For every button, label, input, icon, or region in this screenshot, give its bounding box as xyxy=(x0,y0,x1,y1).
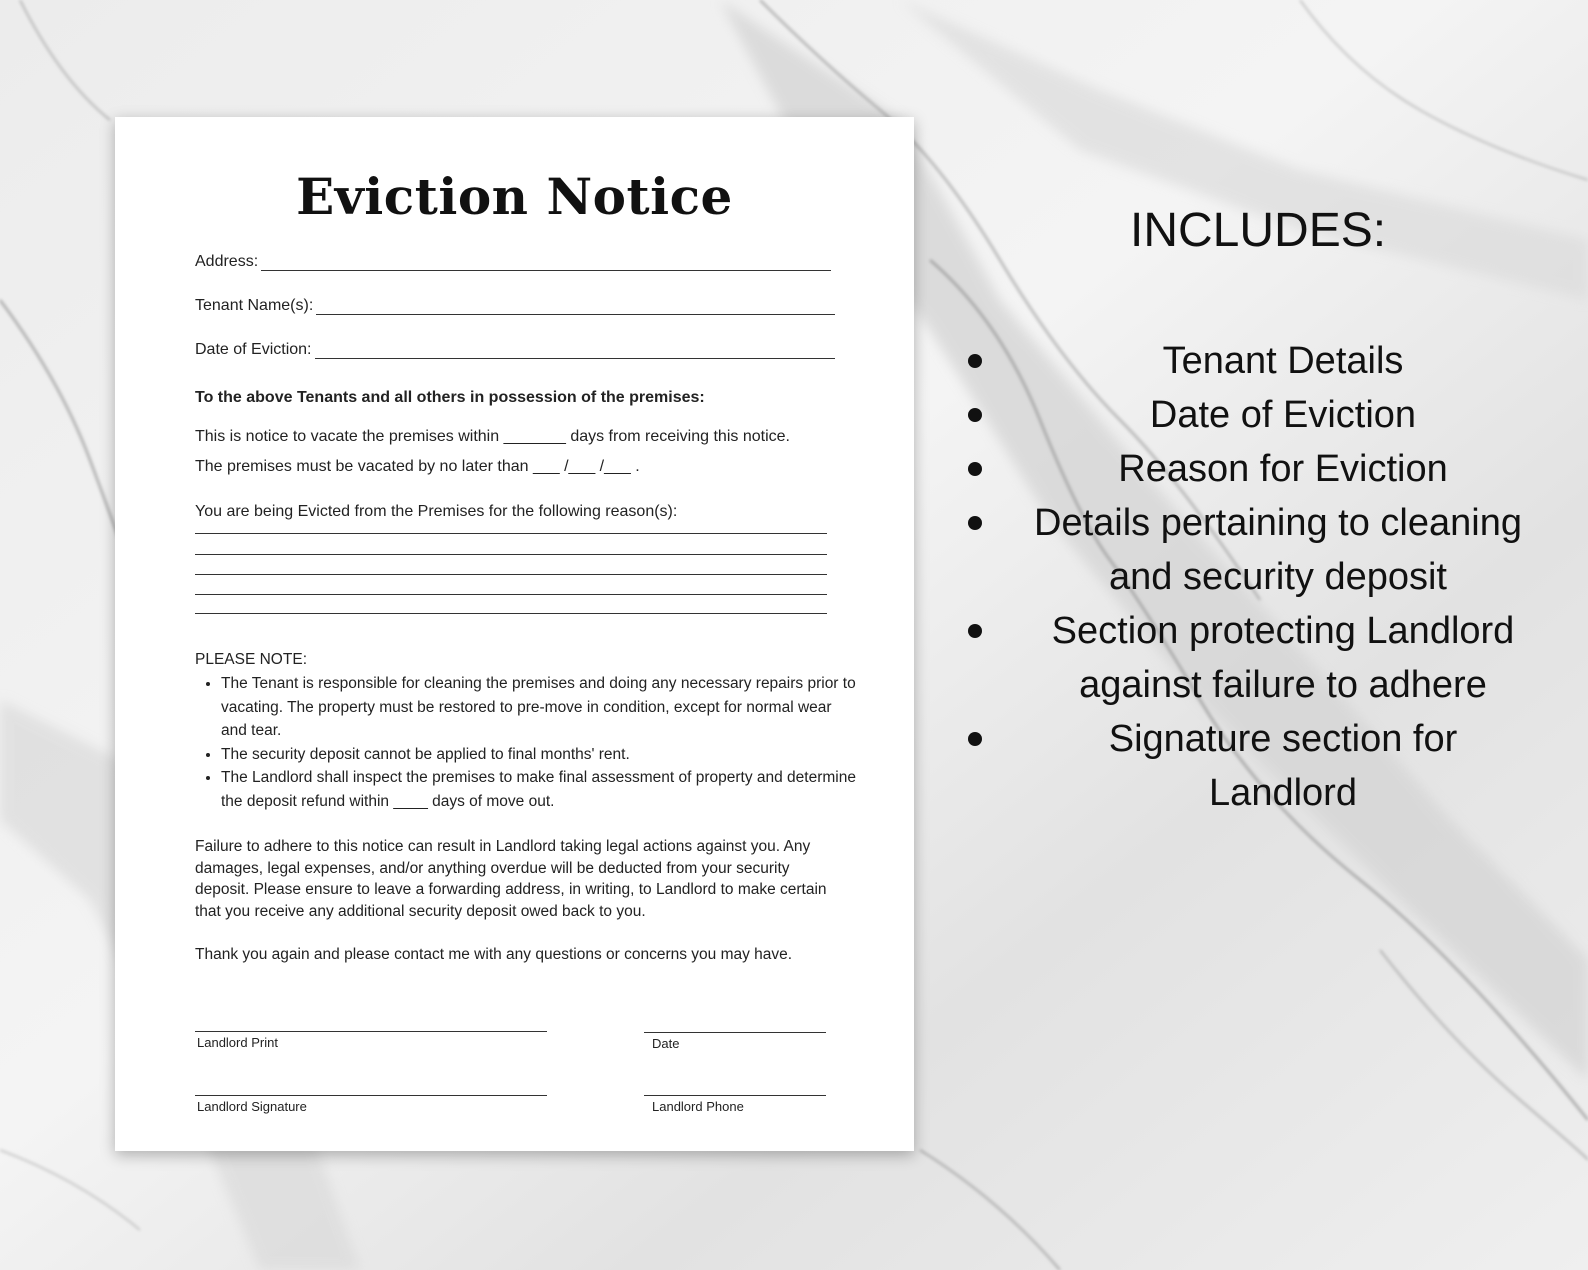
thanks-paragraph: Thank you again and please contact me with any questions or concerns you may have. xyxy=(195,946,793,963)
includes-item-text: Reason for Eviction xyxy=(1118,448,1448,490)
bullet-icon xyxy=(968,354,982,368)
note-item: • The security deposit cannot be applied to final months' rent. xyxy=(221,743,861,767)
address-blank-line xyxy=(261,256,831,271)
includes-list xyxy=(968,334,1568,820)
includes-item xyxy=(968,604,1568,712)
date-label: Date xyxy=(652,1036,680,1051)
includes-item xyxy=(968,496,1568,604)
landlord-print-line xyxy=(195,1031,547,1032)
notes-list xyxy=(195,672,861,813)
bullet-icon xyxy=(968,732,982,746)
reason-blank-line xyxy=(195,613,827,614)
date-of-eviction-label: Date of Eviction: xyxy=(195,341,312,358)
failure-paragraph: Failure to adhere to this notice can result in Landlord taking legal actions against you. Any damages, legal expenses, and/or anything overdue will be deducted from your security deposit. Please ensure to leave a forwarding address, in writing, to Landlord to make certain that you receive any additional security deposit owed back to you. xyxy=(195,838,827,920)
document-title: Eviction Notice xyxy=(296,167,733,226)
landlord-phone-line xyxy=(644,1095,826,1096)
includes-item xyxy=(968,442,1568,496)
please-note-text: PLEASE NOTE xyxy=(195,651,303,668)
landlord-print-label: Landlord Print xyxy=(197,1035,278,1050)
landlord-signature-line xyxy=(195,1095,547,1096)
landlord-signature-label: Landlord Signature xyxy=(197,1099,307,1114)
landlord-phone-label: Landlord Phone xyxy=(652,1099,744,1114)
note-item: • The Landlord shall inspect the premises to make final assessment of property and determine the deposit refund within ____ days of move out. xyxy=(221,766,861,813)
address-label: Address: xyxy=(195,253,259,270)
includes-item xyxy=(968,712,1568,820)
reason-blank-line xyxy=(195,594,827,595)
date-of-eviction-blank-line xyxy=(315,344,836,359)
bullet-icon xyxy=(968,624,982,638)
date-line xyxy=(644,1032,826,1033)
bullet-icon xyxy=(968,516,982,530)
note-item: • The Tenant is responsible for cleaning the premises and doing any necessary repairs prior to vacating. The property must be restored to pre-move in condition, except for normal wear and tear. xyxy=(221,672,861,743)
bullet-icon xyxy=(968,462,982,476)
vacate-date-line: The premises must be vacated by no later than ___ /___ /___ . xyxy=(195,458,640,475)
includes-item-text: Date of Eviction xyxy=(1149,394,1417,436)
includes-item xyxy=(968,334,1568,388)
eviction-notice-page xyxy=(115,117,914,1151)
includes-heading: INCLUDES: xyxy=(1130,204,1387,257)
please-note-colon: : xyxy=(302,651,307,668)
please-note-heading xyxy=(195,649,307,670)
includes-item xyxy=(968,388,1568,442)
includes-item-text: Tenant Details xyxy=(1162,340,1404,382)
date-of-eviction-field xyxy=(195,341,835,359)
reason-blank-line xyxy=(195,554,827,555)
reason-blank-line xyxy=(195,574,827,575)
tenant-names-blank-line xyxy=(316,300,835,315)
vacate-notice-line: This is notice to vacate the premises within _______ days from receiving this notice. xyxy=(195,428,790,445)
tenant-names-label: Tenant Name(s): xyxy=(195,297,314,314)
bullet-icon xyxy=(968,408,982,422)
recipients-line: To the above Tenants and all others in possession of the premises: xyxy=(195,389,705,406)
address-field xyxy=(195,253,831,271)
includes-item-text: Section protecting Landlord against failure to adhere xyxy=(1051,610,1515,706)
tenant-names-field xyxy=(195,297,835,315)
reason-blank-line xyxy=(195,533,827,534)
includes-item-text: Signature section for Landlord xyxy=(1108,718,1458,814)
includes-item-text: Details pertaining to cleaning and security deposit xyxy=(1034,502,1522,598)
reasons-label: You are being Evicted from the Premises for the following reason(s): xyxy=(195,503,678,520)
